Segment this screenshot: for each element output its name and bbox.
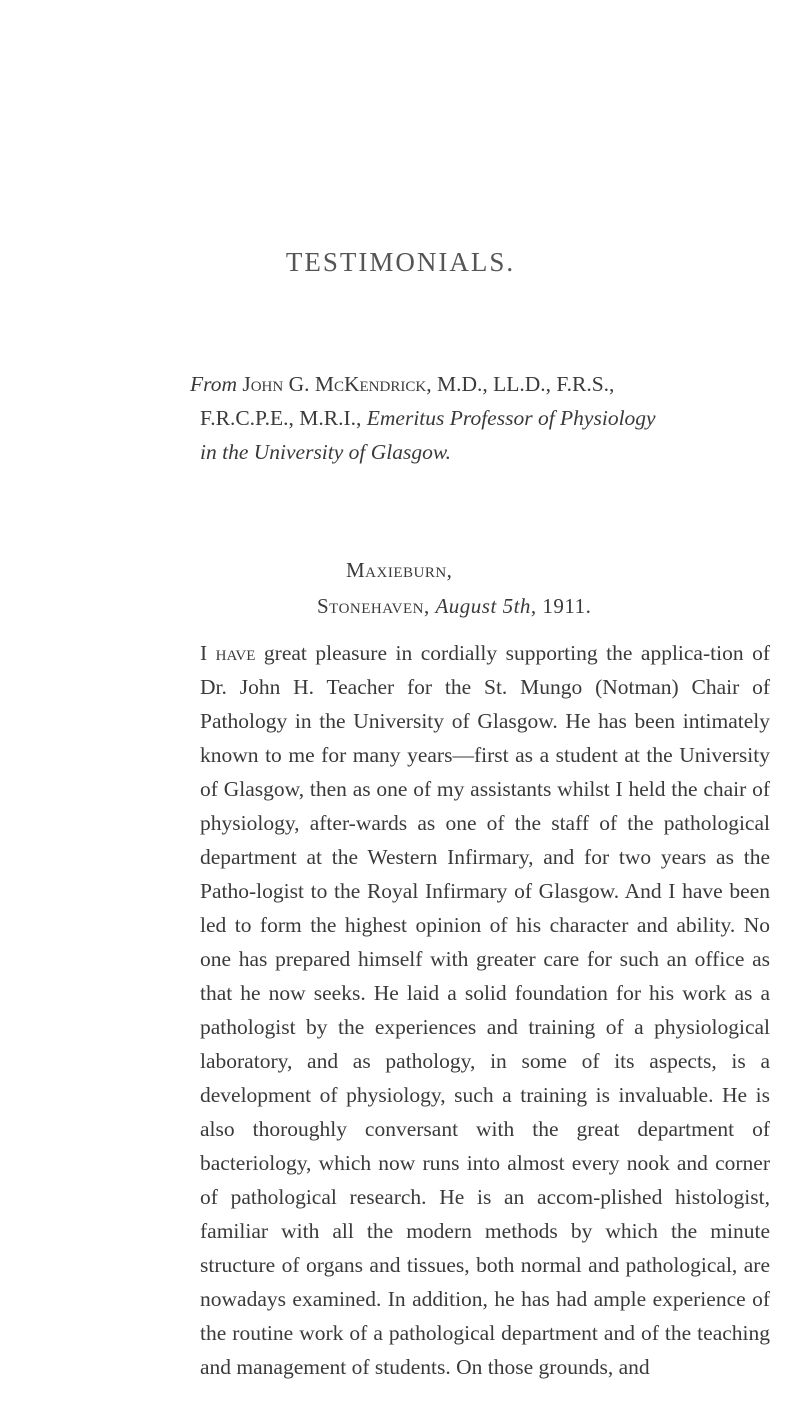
address-house: Maxieburn, (346, 558, 453, 582)
letter-opening: I have (200, 641, 256, 665)
letter-text: great pleasure in cordially supporting the applica-tion of Dr. John H. Teacher for the St. Mungo (Notman) Chair of Pathology in the University of Glasgow. He has been intimately known to me for many years—first as a student at the University of Glasgow, then as one of my assistants whilst I held the chair of physiology, after-wards as one of the staff of the pathological department at the Western Infirmary, and for two years as the Patho-logist to the Royal Infirmary of Glasgow. And I have been led to form the highest opinion of his character and ability. No one has prepared himself with greater care for such an office as that he now seeks. He laid a solid foundation for his work as a pathologist by the experiences and training of a physiological laboratory, and as pathology, in some of its aspects, is a development of physiology, such a training is invaluable. He is also thoroughly conversant with the great department of bacteriology, which now runs into almost every nook and corner of pathological research. He is an accom-plished histologist, familiar with all the modern methods by which the minute structure of organs and tissues, both normal and pathological, are nowadays examined. In addition, he has had ample experience of the routine work of a pathological department and of the teaching and management of students. On those grounds, and (200, 641, 770, 1379)
date-day: 5th, (502, 594, 537, 618)
author-institution: in the University of Glasgow. (200, 440, 452, 464)
page-title: TESTIMONIALS. (285, 247, 516, 277)
author-degrees-1: M.D., LL.D., F.R.S., (436, 372, 615, 396)
testimonial-author-block (190, 367, 780, 469)
date-year: 1911. (542, 594, 592, 618)
from-prefix: From (190, 372, 237, 396)
author-line-1 (190, 367, 780, 401)
author-name: John G. McKendrick, (242, 372, 432, 396)
letter-body (200, 636, 770, 1384)
letter-address (0, 552, 801, 624)
address-town: Stonehaven, (317, 594, 430, 618)
date-month: August (435, 594, 497, 618)
address-town-date-line (0, 588, 801, 624)
author-position: Emeritus Professor of Physiology (366, 406, 656, 430)
author-line-2 (200, 401, 780, 435)
author-degrees-2: F.R.C.P.E., M.R.I., (200, 406, 362, 430)
